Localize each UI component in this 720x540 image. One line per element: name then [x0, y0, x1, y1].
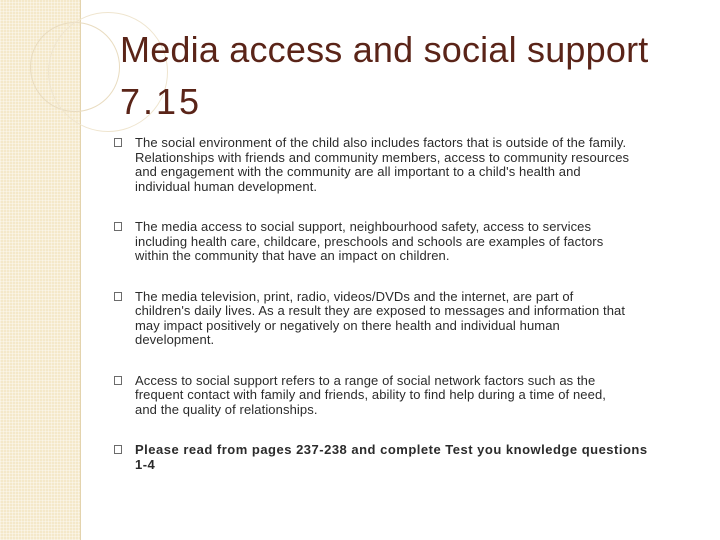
bullet-text: The media television, print, radio, videos/DVDs and the internet, are part of children's daily lives. As a result they are exposed to messages and information that may impact positively or negatively on there health and individual human development.: [135, 288, 626, 347]
bullet-item: [114, 443, 700, 472]
bullet-text: The media access to social support, neighbourhood safety, access to services including health care, childcare, preschools and schools are examples of factors within the community that have an impact on children.: [135, 219, 604, 263]
bullet-box-icon: [114, 138, 122, 147]
bullet-box-icon: [114, 445, 122, 454]
slide-title-line: Media access and social support: [120, 29, 649, 70]
bullet-list: [114, 136, 700, 472]
bullet-box-icon: [114, 222, 122, 231]
bullet-text: Access to social support refers to a range of social network factors such as the frequent contact with family and friends, ability to find help during a time of need, and the quality of relationships.: [135, 372, 606, 417]
bullet-text-instruction: Please read from pages 237-238 and complete Test you knowledge questions 1-4: [135, 442, 648, 472]
bullet-box-icon: [114, 376, 122, 385]
bullet-item: [114, 136, 700, 194]
bullet-item: [114, 220, 700, 264]
bullet-item: [114, 374, 700, 418]
slide-title: [120, 24, 700, 128]
bullet-item: [114, 290, 700, 348]
bullet-box-icon: [114, 292, 122, 301]
bullet-text: The social environment of the child also includes factors that is outside of the family. Relationships with friends and community members, access to community resources and engagement with the community are all important to a child's health and individual human development.: [135, 135, 630, 194]
slide-title-number: 7.15: [120, 81, 203, 122]
